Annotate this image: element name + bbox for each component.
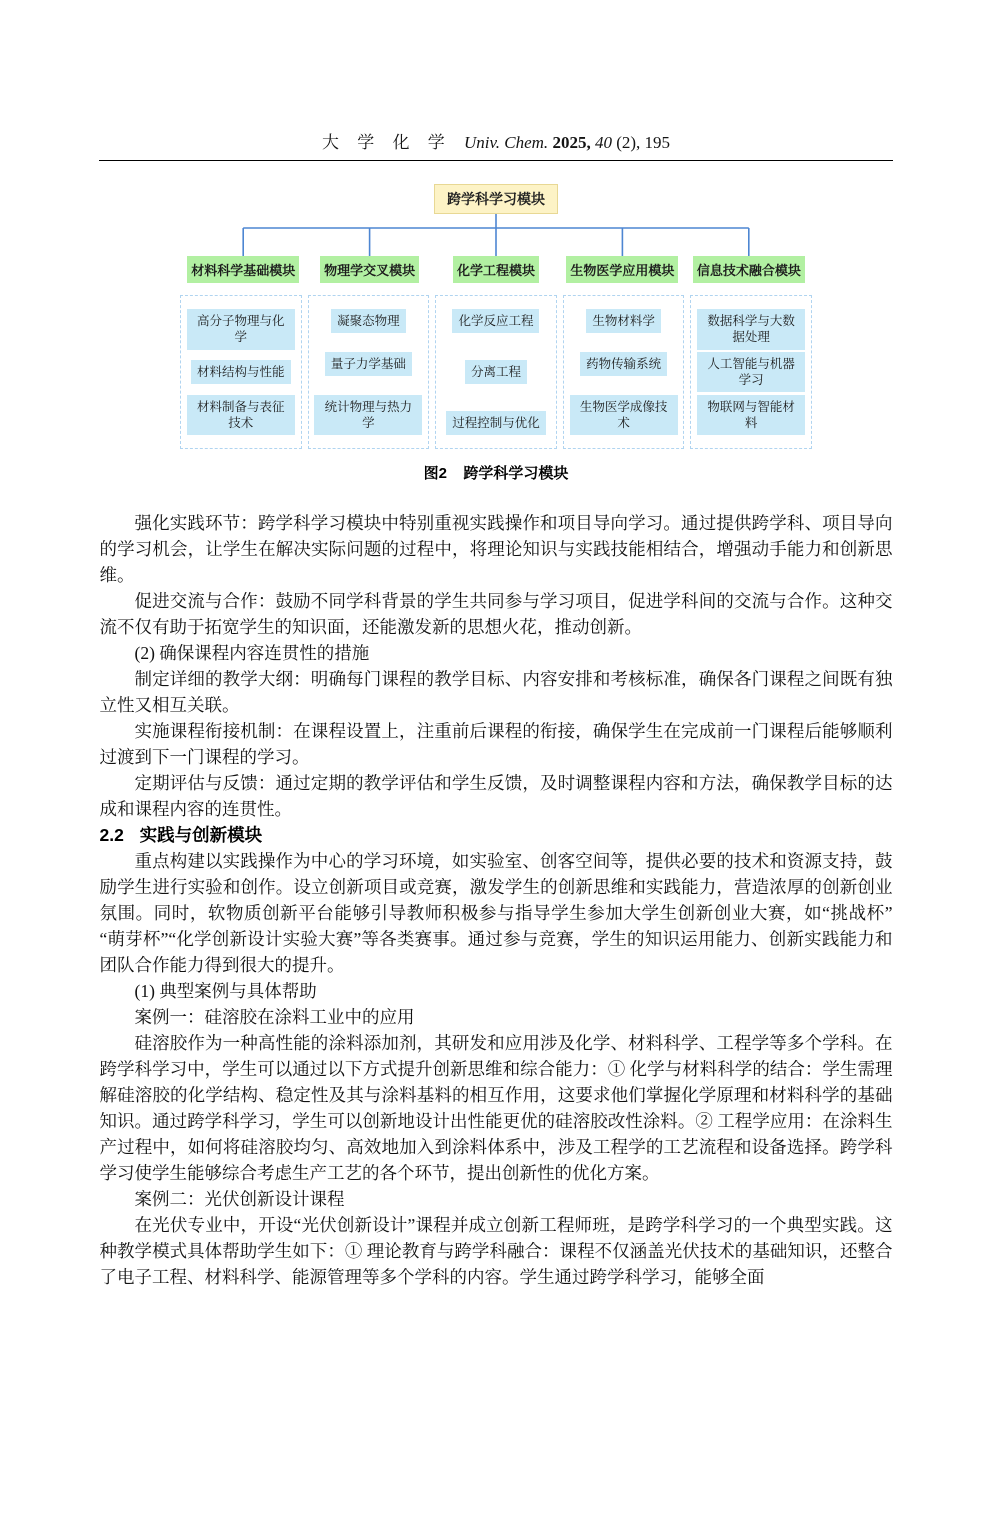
module-cell [306,256,432,283]
course-box: 物联网与智能材料 [697,395,805,436]
figure-caption [180,462,812,483]
paragraph: 促进交流与合作：鼓励不同学科背景的学生共同参与学习项目，促进学科间的交流与合作。这种交流不仅有助于拓宽学生的知识面，还能激发新的思想火花，推动创新。 [99,591,893,637]
course-group [308,295,430,449]
paragraph: 重点构建以实践操作为中心的学习环境，如实验室、创客空间等，提供必要的技术和资源支持，鼓励学生进行实验和创作。设立创新项目或竞赛，激发学生的创新思维和实践能力，营造浓厚的创新创业氛围。同时，软物质创新平台能够引导教师积极参与指导学生参加大学生创新创业大赛，如“挑战杯”“萌芽杯”“化学创新设计实验大赛”等各类赛事。通过参与竞赛，学生的知识运用能力、创新实践能力和团队合作能力得到很大的提升。 [99,851,893,975]
journal-header [0,128,992,153]
figure-caption-title: 跨学科学习模块 [463,465,569,482]
article-body [100,510,893,1290]
paragraph: 实施课程衔接机制：在课程设置上，注重前后课程的衔接，确保学生在完成前一门课程后能够顺利过渡到下一门课程的学习。 [99,721,893,767]
paragraph: (1) 典型案例与具体帮助 [134,981,317,1001]
diagram-root-row [180,184,812,214]
course-area [180,295,812,449]
module-box: 材料科学基础模块 [187,256,299,283]
paragraph: 硅溶胶作为一种高性能的涂料添加剂，其研发和应用涉及化学、材料科学、工程学等多个学科。在跨学科学习中，学生可以通过以下方式提升创新思维和综合能力：① 化学与材料科学的结合：学生需理解硅溶胶的化学结构、稳定性及其与涂料基料的相互作用，这要求他们掌握化学原理和材料科学的基础知识。通过跨学科学习，学生可以创新地设计出性能更优的硅溶胶改性涂料。② 工程学应用：在涂料生产过程中，如何将硅溶胶均匀、高效地加入到涂料体系中，涉及工程学的工艺流程和设备选择。跨学科学习使学生能够综合考虑生产工艺的各个环节，提出创新性的优化方案。 [99,1033,893,1183]
course-group [180,295,302,449]
journal-title-en: Univ. Chem. [463,133,549,152]
section-heading: 2.2 实践与创新模块 [99,825,263,845]
module-box: 生物医学应用模块 [566,256,678,283]
journal-title-cn: 大 学 化 学 [321,133,452,152]
tree-connector-lines [180,214,812,256]
paragraph: (2) 确保课程内容连贯性的措施 [134,643,370,663]
course-box: 量子力学基础 [325,352,412,376]
figure-caption-label: 图2 [423,465,447,482]
journal-year: 2025, [552,133,591,152]
journal-volume: 40 [594,133,612,152]
paragraph: 强化实践环节：跨学科学习模块中特别重视实践操作和项目导向学习。通过提供跨学科、项目导向的学习机会，让学生在解决实际问题的过程中，将理论知识与实践技能相结合，增强动手能力和创新思维。 [99,513,893,585]
diagram-root-node: 跨学科学习模块 [434,184,558,214]
course-box: 数据科学与大数据处理 [697,309,805,350]
course-box: 凝聚态物理 [331,309,406,333]
module-box: 信息技术融合模块 [693,256,805,283]
module-cell [180,256,306,283]
course-box: 生物医学成像技术 [570,395,678,436]
course-box: 人工智能与机器学习 [697,352,805,393]
course-group [435,295,557,449]
paragraph: 定期评估与反馈：通过定期的教学评估和学生反馈，及时调整课程内容和方法，确保教学目标的达成和课程内容的连贯性。 [99,773,893,819]
paragraph: 案例二：光伏创新设计课程 [134,1189,345,1209]
course-box: 生物材料学 [586,309,661,333]
course-group [690,295,812,449]
course-box: 高分子物理与化学 [187,309,295,350]
course-box: 过程控制与优化 [446,411,546,435]
paragraph: 案例一：硅溶胶在涂料工业中的应用 [134,1007,415,1027]
module-cell [433,256,559,283]
journal-issue-page: (2), 195 [616,133,671,152]
course-box: 分离工程 [465,360,527,384]
figure-2-diagram [180,184,812,483]
course-box: 统计物理与热力学 [314,395,422,436]
paper-page [0,128,992,1290]
course-box: 材料结构与性能 [191,360,291,384]
module-cell [686,256,812,283]
module-box: 化学工程模块 [453,256,539,283]
course-box: 药物传输系统 [580,352,667,376]
module-row [180,256,812,283]
module-cell [559,256,685,283]
course-box: 化学反应工程 [452,309,539,333]
course-group [563,295,685,449]
header-divider [99,160,893,161]
course-box: 材料制备与表征技术 [187,395,295,436]
paragraph: 制定详细的教学大纲：明确每门课程的教学目标、内容安排和考核标准，确保各门课程之间既有独立性又相互关联。 [99,669,893,715]
paragraph: 在光伏专业中，开设“光伏创新设计”课程并成立创新工程师班，是跨学科学习的一个典型实践。这种教学模式具体帮助学生如下：① 理论教育与跨学科融合：课程不仅涵盖光伏技术的基础知识，还整合了电子工程、材料科学、能源管理等多个学科的内容。学生通过跨学科学习，能够全面 [99,1215,893,1287]
module-box: 物理学交叉模块 [320,256,419,283]
